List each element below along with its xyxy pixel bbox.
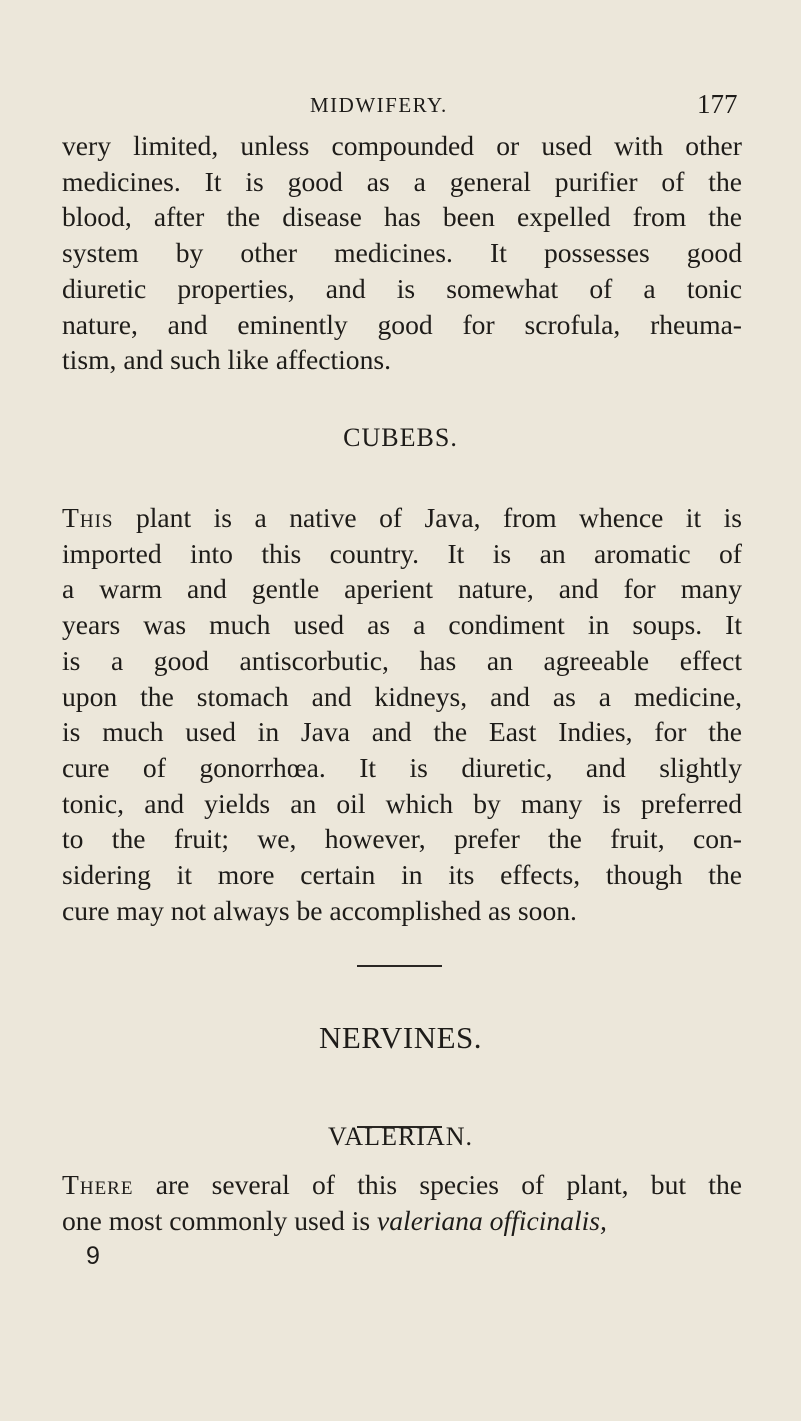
text-line: imported into this country. It is an aromatic of	[62, 537, 742, 569]
text-line: system by other medicines. It possesses good	[62, 237, 742, 269]
text-line: blood, after the disease has been expelled from the	[62, 201, 742, 233]
section-heading-nervines: NERVINES.	[318, 1020, 483, 1055]
lead-word: There	[62, 1169, 134, 1200]
text-line	[62, 500, 742, 536]
paragraph-sarsaparilla-continued	[62, 128, 742, 378]
text-line	[62, 1203, 742, 1239]
text-line: medicines. It is good as a general purifier of the	[62, 165, 742, 197]
running-head	[0, 91, 801, 125]
text-line: very limited, unless compounded or used with other	[62, 130, 742, 161]
text-fragment: are several of this species of plant, but the	[133, 1169, 742, 1200]
text-line: is much used in Java and the East Indies, for the	[62, 716, 742, 748]
section-heading-cubebs: CUBEBS.	[343, 423, 458, 452]
text-fragment: one most commonly used is	[62, 1204, 378, 1236]
running-title: MIDWIFERY.	[310, 93, 448, 117]
text-line: years was much used as a condiment in soups. It	[62, 609, 742, 641]
lead-word: This	[62, 502, 114, 533]
text-line: diuretic properties, and is somewhat of a tonic	[62, 272, 742, 304]
text-line: a warm and gentle aperient nature, and for many	[62, 573, 742, 605]
paragraph-cubebs	[62, 500, 742, 928]
text-line: upon the stomach and kidneys, and as a medicine,	[62, 680, 742, 712]
species-name: valeriana officinalis,	[377, 1204, 607, 1236]
divider-rule	[357, 965, 442, 967]
text-line: nature, and eminently good for scrofula, rheuma-	[62, 308, 742, 340]
text-line: tonic, and yields an oil which by many is preferred	[62, 787, 742, 819]
text-line: cure of gonorrhœa. It is diuretic, and slightly	[62, 751, 742, 783]
section-heading-valerian: VALERIAN.	[327, 1122, 474, 1151]
text-line	[62, 1167, 742, 1203]
page-number: 177	[697, 89, 738, 119]
text-line: is a good antiscorbutic, has an agreeable effect	[62, 644, 742, 676]
text-line: cure may not always be accomplished as soon.	[62, 894, 577, 926]
paragraph-valerian	[62, 1167, 742, 1238]
text-line: tism, and such like affections.	[62, 344, 392, 376]
text-fragment: plant is a native of Java, from whence it is	[113, 502, 742, 533]
text-line: to the fruit; we, however, prefer the fruit, con-	[62, 823, 742, 855]
signature-mark: 9	[86, 1242, 100, 1270]
text-line: sidering it more certain in its effects, though the	[62, 859, 742, 891]
